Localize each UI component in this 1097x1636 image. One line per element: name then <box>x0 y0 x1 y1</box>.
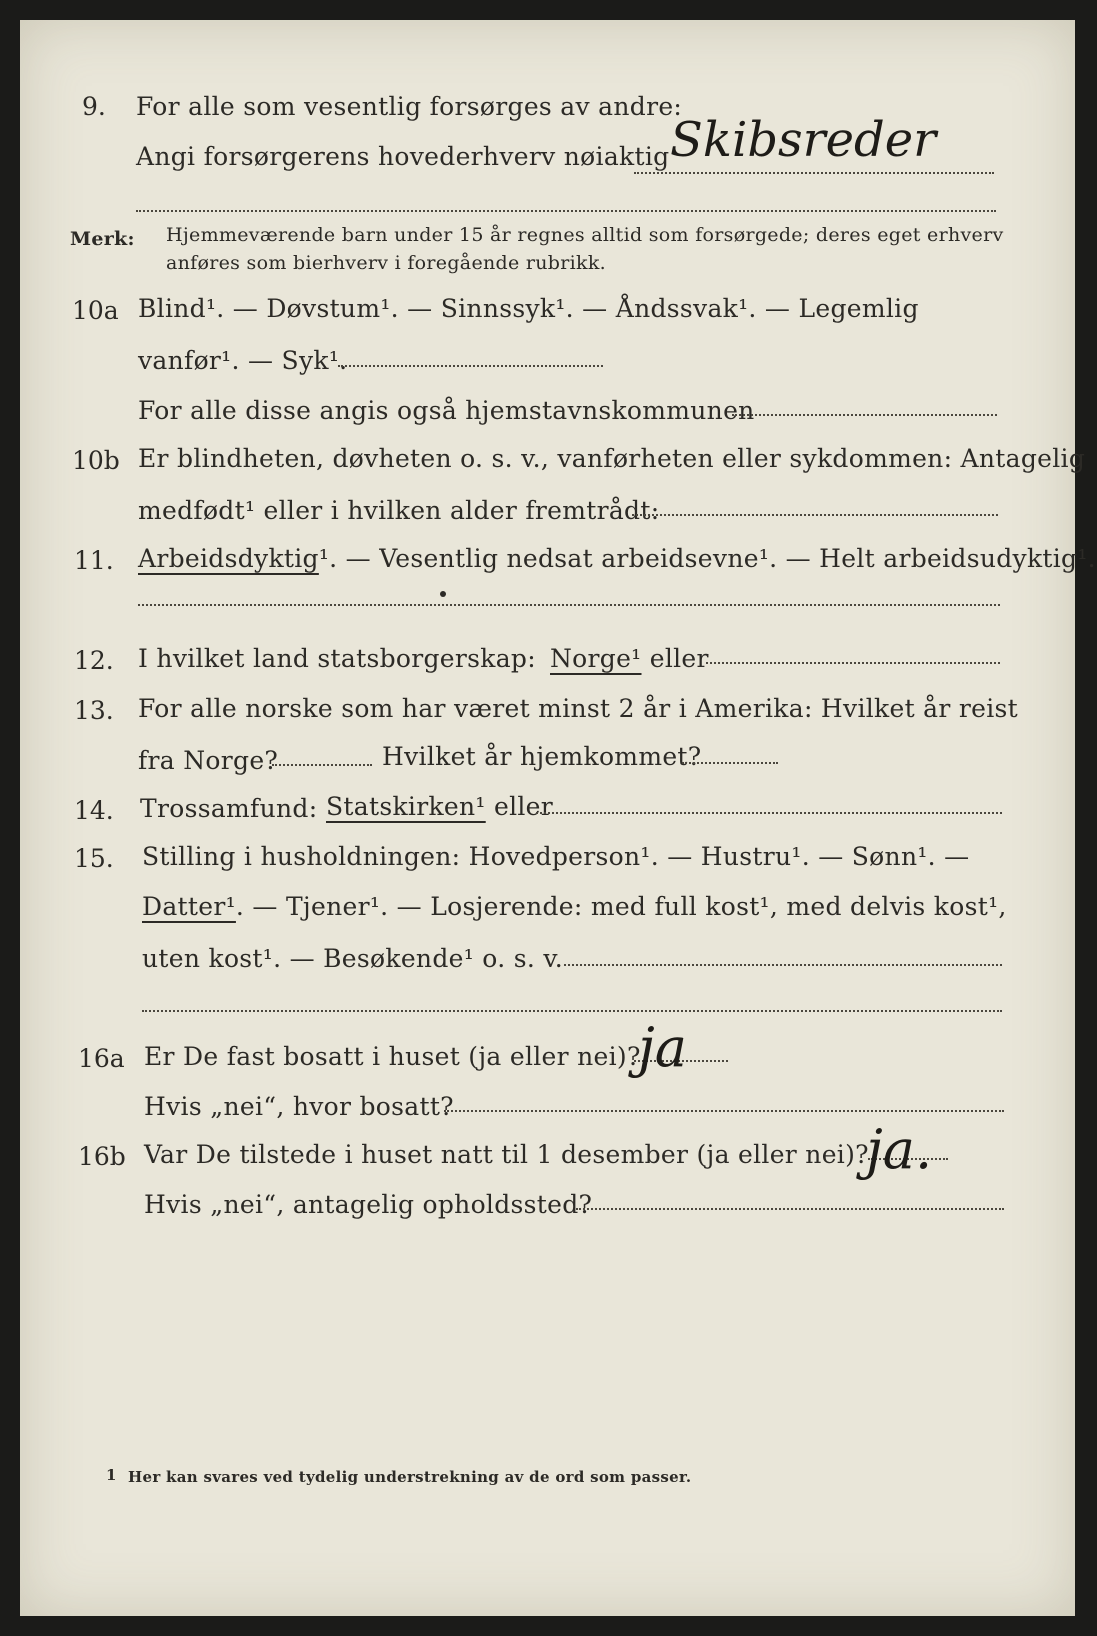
q11-answer-line <box>138 604 1000 606</box>
q15-line2 <box>142 892 1007 921</box>
q15-extra-line <box>142 1010 1002 1012</box>
q16a-handwritten-answer: ja <box>638 1016 687 1079</box>
q11-rest: ¹. — Vesentlig nedsat arbeidsevne¹. — Helt arbeidsudyktig¹. <box>318 544 1096 573</box>
q13-line1: For alle norske som har været minst 2 år i Amerika: Hvilket år reist <box>138 694 1019 723</box>
q11-line <box>138 544 1096 573</box>
q12-rest: eller <box>649 644 709 673</box>
q14-option-selected: Statskirken¹ <box>326 792 486 821</box>
q16a-line1: Er De fast bosatt i huset (ja eller nei)? <box>144 1042 641 1071</box>
q16a-number: 16a <box>78 1044 125 1073</box>
q13-line2a: fra Norge? <box>138 746 279 775</box>
q12-text: I hvilket land statsborgerskap: <box>138 644 536 673</box>
q14-rest: eller <box>493 792 554 821</box>
merk-label: Merk: <box>70 228 135 250</box>
q14-line-options <box>326 792 553 821</box>
q14-answer-line <box>536 812 1002 814</box>
q9-extra-line <box>136 210 996 212</box>
q16b-number: 16b <box>78 1142 126 1171</box>
q10a-line3-answer <box>732 414 997 416</box>
q16b-line2: Hvis „nei“, antagelig opholdssted? <box>144 1190 593 1219</box>
q16a-line2: Hvis „nei“, hvor bosatt? <box>144 1092 454 1121</box>
q14-text: Trossamfund: <box>140 794 318 823</box>
q16b-handwritten-answer: ja. <box>866 1118 933 1181</box>
q13-line2b: Hvilket år hjemkommet? <box>382 742 702 771</box>
q15-line2-rest: . — Tjener¹. — Losjerende: med full kost¹, med delvis kost¹, <box>235 892 1007 921</box>
merk-line1: Hjemmeværende barn under 15 år regnes alltid som forsørgede; deres eget erhverv <box>166 224 1004 246</box>
q13-hjemkommet-answer <box>682 762 778 764</box>
q14-number: 14. <box>74 796 114 825</box>
q15-option-selected: Datter¹ <box>142 892 236 921</box>
q16b-line1: Var De tilstede i huset natt til 1 desember (ja eller nei)? <box>144 1140 869 1169</box>
q10b-answer-line <box>632 514 998 516</box>
q15-line3: uten kost¹. — Besøkende¹ o. s. v. <box>142 944 564 973</box>
q10a-number: 10a <box>72 296 119 325</box>
q9-handwritten-answer: Skibsreder <box>670 112 937 168</box>
q10b-number: 10b <box>72 446 120 475</box>
footnote-text: Her kan svares ved tydelig understrekning av de ord som passer. <box>128 1468 692 1486</box>
q15-line3-answer <box>564 964 1002 966</box>
q13-reist-answer <box>272 764 372 766</box>
q10b-line2: medfødt¹ eller i hvilken alder fremtrådt: <box>138 496 660 525</box>
census-form-page <box>20 20 1096 1616</box>
q12-number: 12. <box>74 646 114 675</box>
q11-option-selected: Arbeidsdyktig <box>138 544 319 573</box>
q9-number: 9. <box>82 92 106 121</box>
q11-number: 11. <box>74 546 114 575</box>
q10a-line2: vanfør¹. — Syk¹. <box>138 346 348 375</box>
q9-line1: For alle som vesentlig forsørges av andre: <box>136 92 683 121</box>
merk-line2: anføres som bierhverv i foregående rubrikk. <box>166 252 606 274</box>
q10a-line3: For alle disse angis også hjemstavnskommunen <box>138 396 755 425</box>
q12-line-options <box>550 644 709 673</box>
q15-number: 15. <box>74 844 114 873</box>
q10a-line2-answer <box>338 365 603 367</box>
q10b-line1: Er blindheten, døvheten o. s. v., vanførheten eller sykdommen: Antagelig <box>138 444 1086 473</box>
footnote-mark: 1 <box>106 1466 117 1484</box>
q16b-opholdssted-answer <box>576 1208 1004 1210</box>
ink-dot <box>440 591 446 597</box>
q15-line1: Stilling i husholdningen: Hovedperson¹. — Hustru¹. — Sønn¹. — <box>142 842 970 871</box>
q16a-bosatt-answer <box>444 1110 1004 1112</box>
q9-line2: Angi forsørgerens hovederhverv nøiaktig <box>136 142 670 171</box>
q13-number: 13. <box>74 696 114 725</box>
q12-option-selected: Norge¹ <box>550 644 642 673</box>
q12-answer-line <box>706 662 1000 664</box>
q9-answer-line <box>634 172 994 174</box>
q10a-line1: Blind¹. — Døvstum¹. — Sinnssyk¹. — Åndssvak¹. — Legemlig <box>138 294 919 323</box>
